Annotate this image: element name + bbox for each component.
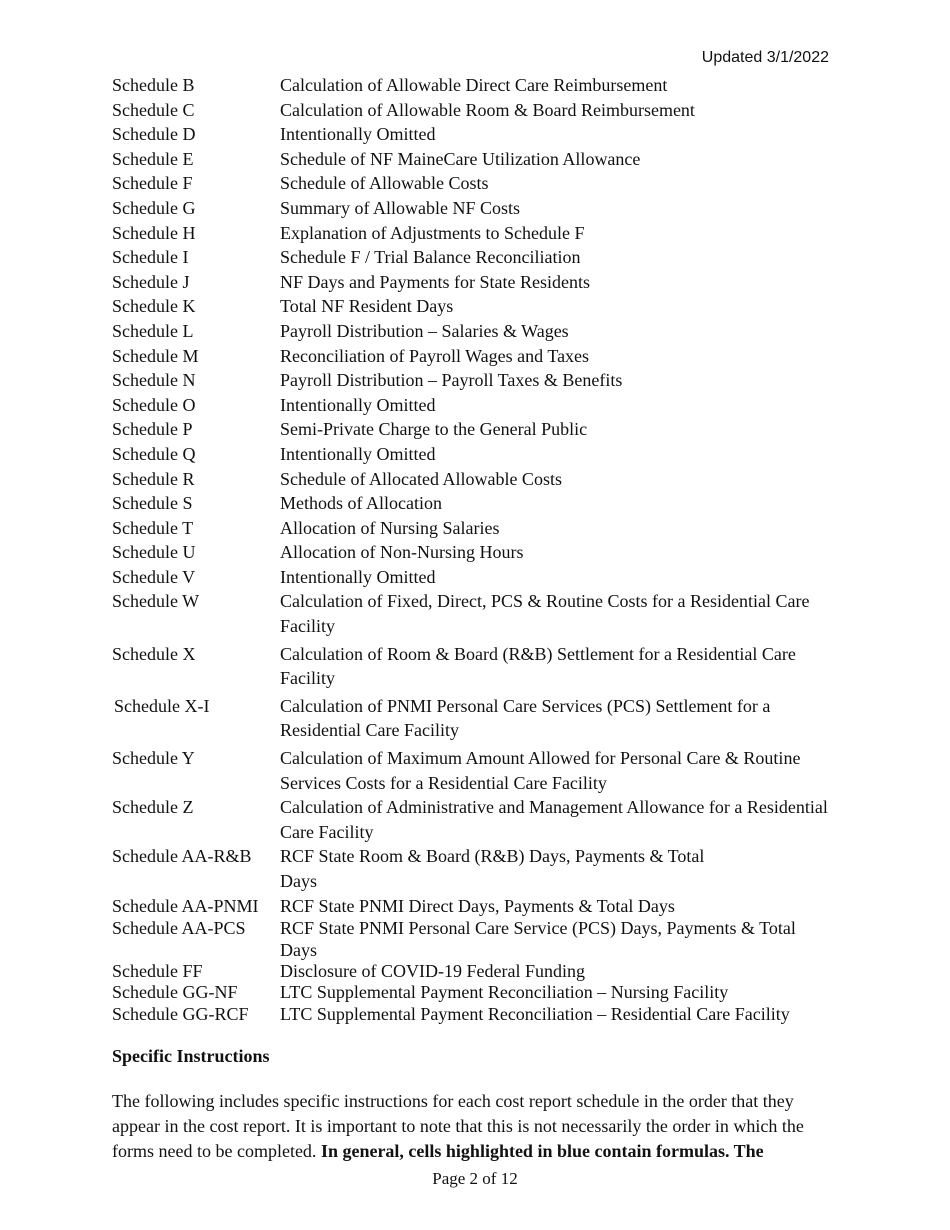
schedule-row-n [112, 368, 832, 393]
schedule-row-c [112, 98, 832, 123]
schedule-row-x [112, 642, 832, 691]
schedule-row-z [112, 795, 832, 844]
schedule-title: Allocation of Nursing Salaries [280, 517, 500, 538]
schedule-title: Schedule of NF MaineCare Utilization Allowance [280, 148, 641, 169]
schedule-row-l [112, 319, 832, 344]
schedule-title: Calculation of Fixed, Direct, PCS & Routine Costs for a Residential Care Facility [280, 591, 810, 637]
schedule-row-o [112, 393, 832, 418]
schedule-code: Schedule S [112, 493, 193, 514]
schedule-row-k [112, 294, 832, 319]
schedule-code: Schedule GG-NF [112, 982, 238, 1003]
schedule-code: Schedule L [112, 320, 194, 341]
schedule-row-t [112, 516, 832, 541]
schedule-row-s [112, 491, 832, 516]
schedule-title: Intentionally Omitted [280, 443, 436, 464]
section-heading: Specific Instructions [112, 1046, 270, 1066]
schedule-title: Schedule F / Trial Balance Reconciliation [280, 247, 581, 268]
schedule-row-w [112, 589, 832, 638]
schedule-title: Calculation of Maximum Amount Allowed for Personal Care & Routine Services Costs for a Residential Care Facility [280, 748, 801, 793]
schedule-title: LTC Supplemental Payment Reconciliation – Residential Care Facility [280, 1003, 790, 1024]
schedule-row-g [112, 196, 832, 221]
schedule-row-v [112, 565, 832, 590]
schedule-code: Schedule AA-R&B [112, 846, 252, 867]
instructions-paragraph [112, 1089, 834, 1163]
schedule-code: Schedule W [112, 591, 200, 612]
schedule-title: Summary of Allowable NF Costs [280, 197, 521, 218]
schedule-row-i [112, 245, 832, 270]
schedule-row-r [112, 467, 832, 492]
schedule-row-q [112, 442, 832, 467]
paragraph-text: The following includes specific instructions for each cost report schedule in the order that they appear in the cost report. It is important to note that this is not necessarily the order in which the forms need to be completed. [112, 1091, 804, 1161]
schedule-code: Schedule K [112, 296, 196, 317]
schedule-code: Schedule R [112, 468, 195, 489]
schedule-row-j [112, 270, 832, 295]
schedule-code: Schedule Q [112, 443, 196, 464]
schedule-title: RCF State PNMI Personal Care Service (PCS) Days, Payments & Total Days [280, 918, 796, 960]
schedule-row-u [112, 540, 832, 565]
schedule-row-y [112, 746, 832, 795]
schedule-code: Schedule AA-PCS [112, 918, 246, 939]
schedule-title: Calculation of Allowable Room & Board Reimbursement [280, 99, 695, 120]
schedule-code: Schedule Y [112, 748, 195, 769]
schedule-row-m [112, 344, 832, 369]
schedule-code: Schedule GG-RCF [112, 1003, 249, 1024]
schedule-title: Total NF Resident Days [280, 296, 454, 317]
schedule-code: Schedule AA-PNMI [112, 895, 259, 916]
schedule-title: Semi-Private Charge to the General Public [280, 419, 588, 440]
schedule-title: Payroll Distribution – Payroll Taxes & Benefits [280, 370, 623, 391]
schedule-code: Schedule I [112, 247, 189, 268]
schedule-row-aa-pcs [112, 918, 832, 961]
schedule-title: Disclosure of COVID-19 Federal Funding [280, 961, 585, 981]
schedule-row-d [112, 122, 832, 147]
schedule-row-aa-pnmi [112, 894, 832, 919]
schedule-row-gg-rcf [112, 1004, 832, 1025]
schedule-row-x-i [112, 694, 832, 743]
schedule-code: Schedule J [112, 271, 190, 292]
schedule-title: Methods of Allocation [280, 493, 442, 514]
schedule-title: Explanation of Adjustments to Schedule F [280, 222, 585, 243]
schedule-title: Schedule of Allocated Allowable Costs [280, 468, 562, 489]
schedule-title: Intentionally Omitted [280, 124, 436, 145]
schedule-row-e [112, 147, 832, 172]
schedule-code: Schedule X [112, 643, 196, 664]
schedule-title: Calculation of Allowable Direct Care Reimbursement [280, 75, 668, 95]
schedule-title: Intentionally Omitted [280, 566, 436, 587]
schedule-list [112, 73, 832, 1025]
schedule-code: Schedule H [112, 222, 196, 243]
schedule-code: Schedule U [112, 542, 196, 563]
schedule-code: Schedule D [112, 124, 196, 145]
schedule-code: Schedule Z [112, 797, 194, 818]
schedule-title: RCF State Room & Board (R&B) Days, Payments & Total Days [280, 846, 705, 891]
schedule-title: Calculation of Administrative and Management Allowance for a Residential Care Facility [280, 797, 828, 842]
schedule-code: Schedule FF [112, 961, 203, 981]
schedule-code: Schedule T [112, 517, 194, 538]
schedule-title: Schedule of Allowable Costs [280, 173, 489, 194]
schedule-code: Schedule V [112, 566, 196, 587]
schedule-row-aa-rb [112, 844, 832, 893]
schedule-title: Allocation of Non-Nursing Hours [280, 542, 524, 563]
page-number: Page 2 of 12 [432, 1169, 518, 1188]
schedule-row-ff [112, 961, 832, 982]
schedule-code: Schedule P [112, 419, 193, 440]
schedule-title: RCF State PNMI Direct Days, Payments & Total Days [280, 895, 675, 916]
schedule-row-p [112, 417, 832, 442]
schedule-code: Schedule X-I [114, 695, 210, 716]
schedule-code: Schedule N [112, 370, 196, 391]
schedule-title: Calculation of PNMI Personal Care Services (PCS) Settlement for a Residential Care Facility [280, 695, 771, 741]
schedule-code: Schedule G [112, 197, 196, 218]
schedule-code: Schedule F [112, 173, 193, 194]
schedule-code: Schedule O [112, 394, 196, 415]
schedule-code: Schedule B [112, 75, 195, 95]
schedule-row-h [112, 221, 832, 246]
schedule-title: NF Days and Payments for State Residents [280, 271, 590, 292]
schedule-title: LTC Supplemental Payment Reconciliation – Nursing Facility [280, 982, 729, 1003]
schedule-title: Calculation of Room & Board (R&B) Settlement for a Residential Care Facility [280, 643, 796, 689]
schedule-title: Reconciliation of Payroll Wages and Taxes [280, 345, 590, 366]
schedule-title: Intentionally Omitted [280, 394, 436, 415]
schedule-title: Payroll Distribution – Salaries & Wages [280, 320, 569, 341]
schedule-code: Schedule E [112, 148, 194, 169]
schedule-row-gg-nf [112, 982, 832, 1003]
schedule-code: Schedule M [112, 345, 199, 366]
paragraph-bold-text: In general, cells highlighted in blue contain formulas. The [320, 1140, 764, 1161]
schedule-code: Schedule C [112, 99, 195, 120]
schedule-row-b [112, 73, 832, 98]
schedule-row-f [112, 171, 832, 196]
updated-date: Updated 3/1/2022 [701, 49, 829, 66]
